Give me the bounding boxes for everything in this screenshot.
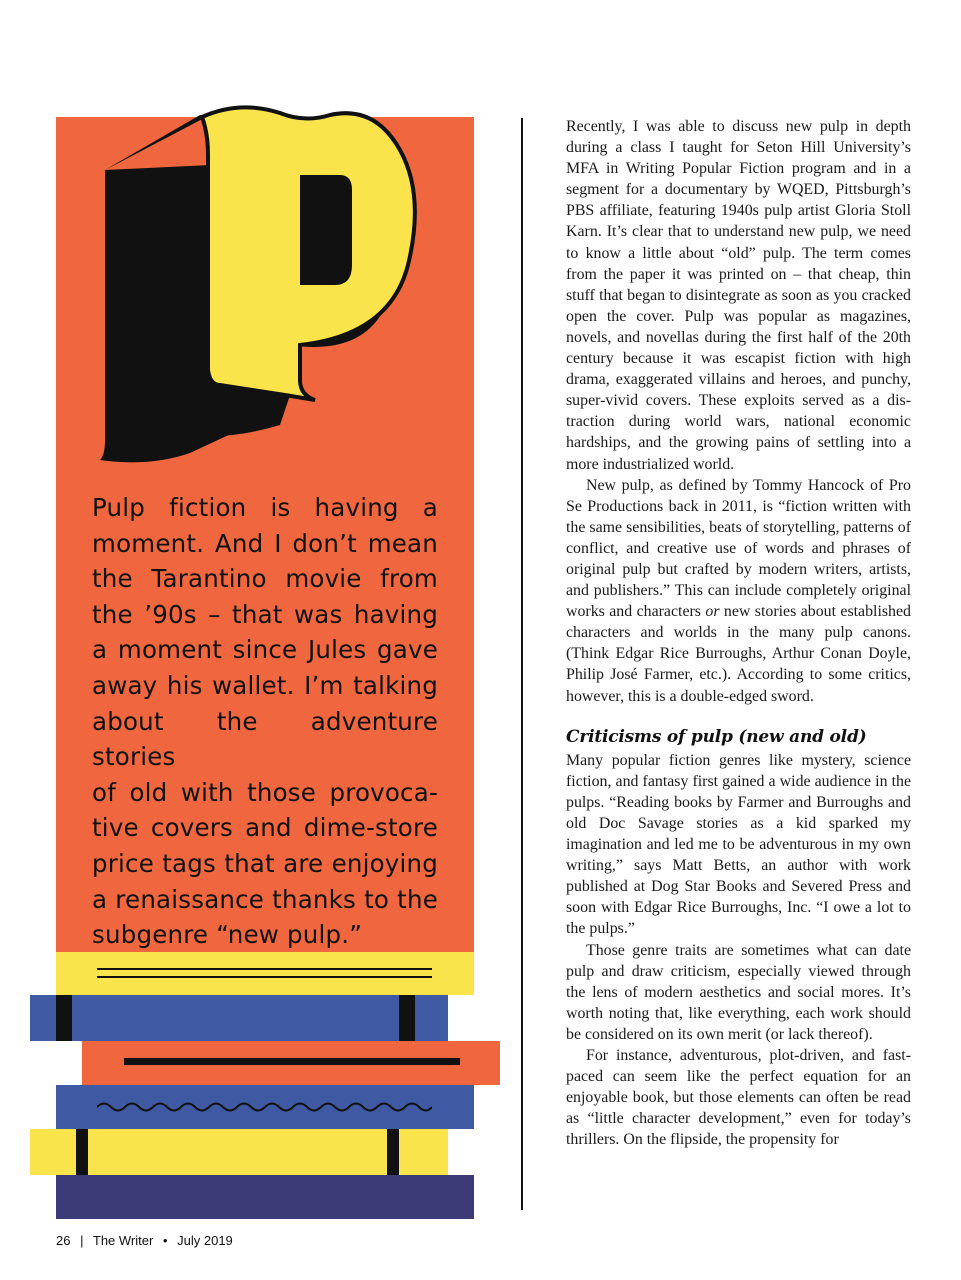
column-divider [521, 118, 523, 1210]
intro-paragraph [92, 490, 438, 953]
article-paragraph: Those genre traits are sometimes what can date pulp and draw criticism, especially viewed through the lens of modern aesthetics and social mores. It’s worth noting that, like everything, each work should be considered on its own merit (or lack thereof). [566, 941, 911, 1043]
book-blue-top [30, 995, 448, 1041]
paragraph-text: New pulp, as defined by Tommy Hancock of Pro Se Productions back in 2011, is “fiction written with the same sensibilities, beats of storytelling, patterns of conflict, and creative use of words and phrases of original pulp but crafted by modern writers, artists, and publishers.” This can include completely original works and characters [566, 476, 911, 621]
intro-line: of old with those provoca- [92, 777, 438, 807]
intro-line: tive covers and dime-store [92, 813, 438, 843]
article-paragraph: Recently, I was able to discuss new pulp in depth during a class I taught for Seton Hill University’s MFA in Writing Popular Fiction program and in a segment for a documentary by WQED, Pittsburgh’s PBS affiliate, featuring 1940s pulp artist Gloria Stoll Karn. It’s clear that to understand new pulp, we need to know a little about “old” pulp. The term comes from the paper it was printed on – that cheap, thin stuff that began to disintegrate as soon as you cracked open the cover. Pulp was popular as magazines, novels, and novellas during the first half of the 20th century because it was escapist fiction with high drama, exaggerated villains and heroes, and punchy, super-vivid covers. These exploits served as a distraction during world wars, national economic hardships, and the growing pains of settling into a more industrialized world. [566, 118, 911, 473]
book-band [387, 1129, 399, 1175]
article-paragraph [566, 475, 911, 707]
book-stripe [97, 976, 432, 978]
book-navy [56, 1175, 474, 1219]
book-wave-stripe [97, 1100, 432, 1114]
intro-line: about the adventure stories [92, 706, 438, 772]
book-band [56, 995, 72, 1041]
article-paragraph: For instance, adventurous, plot-driven, and fast-paced can seem like the perfect equation for an enjoyable book, but those elements can often be read as “little character development,” even for today’s thrillers. On the flipside, the propensity for [566, 1047, 911, 1149]
footer-separator: | [80, 1233, 84, 1248]
page-footer [56, 1233, 239, 1248]
intro-line: price tags that are enjoying [92, 848, 438, 878]
intro-line: Pulp fiction is having a [92, 493, 438, 522]
book-yellow-bottom [30, 1129, 448, 1175]
book-yellow-top [56, 952, 474, 995]
emphasis-text: or [705, 603, 720, 621]
book-band [76, 1129, 88, 1175]
article-paragraph: Many popular fiction genres like mystery, science fiction, and fantasy first gained a wide audience in the pulps. “Reading books by Farmer and Burroughs and old Doc Savage stories as a kid sparked my imagination and led me to be adventurous in my own writing,” says Matt Betts, an author with work published at Dog Star Books and Severed Press and soon with Edgar Rice Burroughs, Inc. “I owe a lot to the pulps.” [566, 751, 911, 938]
footer-bullet: • [162, 1233, 168, 1248]
book-band [399, 995, 415, 1041]
page-number: 26 [56, 1233, 71, 1248]
intro-line: the ’90s – that was having [92, 599, 438, 629]
issue-date: July 2019 [177, 1233, 233, 1248]
intro-line: moment. And I don’t mean [92, 528, 438, 558]
intro-line: a moment since Jules gave [92, 635, 438, 665]
book-stripe [124, 1058, 460, 1065]
intro-line: the Tarantino movie from [92, 564, 438, 594]
article-body [566, 116, 911, 1151]
intro-line: subgenre “new pulp.” [92, 920, 363, 950]
paragraph-text: new stories about established characters and worlds in the many pulp canons. (Think Edgar Rice Burroughs, Arthur Conan Doyle, Philip José Farmer, etc.). According to some critics, however, this is a double-edged sword. [566, 603, 912, 705]
intro-line: away his wallet. I’m talking [92, 670, 438, 700]
publication-name: The Writer [92, 1233, 154, 1248]
section-subheading: Criticisms of pulp (new and old) [566, 726, 867, 747]
book-stripe [97, 968, 432, 970]
intro-line: a renaissance thanks to the [92, 884, 438, 914]
drop-cap-p [90, 95, 430, 475]
